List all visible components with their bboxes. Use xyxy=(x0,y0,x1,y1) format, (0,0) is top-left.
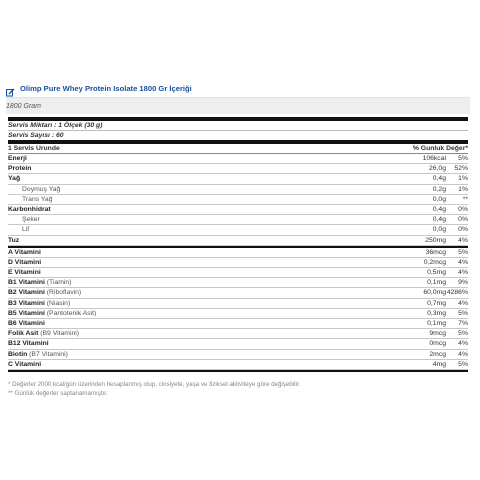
nutrient-daily-value: 5% xyxy=(458,330,468,338)
nutrient-note: (Riboflavin) xyxy=(46,289,82,297)
nutrition-row xyxy=(8,205,468,215)
nutrient-label: B1 Vitamini xyxy=(8,279,45,287)
nutrient-name xyxy=(8,268,386,277)
nutrient-name xyxy=(8,350,386,359)
nutrient-amount: 0,5mg xyxy=(427,269,446,277)
nutrient-name xyxy=(8,215,386,224)
nutrition-row xyxy=(8,329,468,339)
nutrient-label: Enerji xyxy=(8,155,27,162)
page-header xyxy=(6,81,470,95)
nutrient-name xyxy=(8,164,386,173)
nutrient-daily-value: 1% xyxy=(458,175,468,183)
nutrient-label: Folik Asit xyxy=(8,330,39,338)
nutrient-amount: 0,1mg xyxy=(427,279,446,287)
nutrient-amount: 0,2g xyxy=(432,185,446,193)
nutrient-amount: 9mcg xyxy=(429,330,446,338)
nutrient-note: (Pantotenik Asit) xyxy=(46,309,97,317)
nutrient-amount: 60,0mg xyxy=(423,289,446,297)
nutrition-row xyxy=(8,288,468,298)
nutrient-name xyxy=(8,339,386,348)
nutrition-row xyxy=(8,339,468,349)
nutrient-label: Doymuş Yağ xyxy=(22,185,61,193)
nutrition-row xyxy=(8,350,468,360)
nutrient-label: B2 Vitamini xyxy=(8,289,45,297)
nutrient-label: Lif xyxy=(22,226,30,234)
nutrient-daily-value: 5% xyxy=(458,309,468,317)
package-size: 1800 Gram xyxy=(6,103,42,110)
nutrition-row xyxy=(8,268,468,278)
nutrient-amount: 0,4g xyxy=(432,216,446,224)
nutrient-daily-value: 4% xyxy=(458,236,468,244)
nutrition-row xyxy=(8,174,468,184)
nutrient-amount: 250mg xyxy=(425,236,446,244)
nutrient-daily-value: 0% xyxy=(458,226,468,234)
nutrient-label: Biotin xyxy=(8,350,28,358)
nutrient-label: C Vitamini xyxy=(8,360,42,368)
nutrient-amount: 0,1mg xyxy=(427,320,446,327)
nutrient-name xyxy=(8,278,386,287)
nutrient-name xyxy=(8,309,386,318)
footnote-2: ** Günlük değerler saptanamamıştır. xyxy=(8,389,108,397)
nutrient-label: E Vitamini xyxy=(8,269,41,277)
nutrient-amount: 26,0g xyxy=(428,165,446,173)
nutrient-name xyxy=(8,195,386,204)
divider-end xyxy=(8,370,468,372)
nutrition-row xyxy=(8,248,468,258)
nutrient-label: Şeker xyxy=(22,216,40,224)
nutrient-daily-value: 7% xyxy=(458,320,468,327)
nutrient-amount: 0,3mg xyxy=(427,309,446,317)
nutrient-daily-value: 4% xyxy=(458,350,468,358)
nutrition-row xyxy=(8,195,468,205)
nutrient-name xyxy=(8,205,386,214)
nutrient-name xyxy=(8,225,386,234)
nutrition-table xyxy=(8,117,468,372)
nutrient-amount: 0,4g xyxy=(432,175,446,183)
nutrient-name xyxy=(8,236,386,245)
nutrient-daily-value: 0% xyxy=(458,216,468,224)
nutrition-row xyxy=(8,309,468,319)
nutrient-label: Trans Yağ xyxy=(22,195,53,203)
nutrient-daily-value: 0% xyxy=(458,205,468,213)
nutrient-amount: 0,0g xyxy=(432,226,446,234)
footnotes xyxy=(8,381,468,398)
nutrient-label: B5 Vitamini xyxy=(8,309,45,317)
nutrient-daily-value: 5% xyxy=(458,155,468,162)
nutrient-label: Tuz xyxy=(8,236,20,244)
nutrient-label: Yağ xyxy=(8,175,21,183)
nutrient-note: (Niasin) xyxy=(46,299,71,307)
nutrient-daily-value: 4% xyxy=(458,258,468,266)
nutrition-row xyxy=(8,154,468,164)
nutrient-daily-value: 1% xyxy=(458,185,468,193)
table-header xyxy=(8,144,468,154)
nutrition-row xyxy=(8,360,468,370)
nutrition-row xyxy=(8,225,468,235)
nutrient-name xyxy=(8,319,386,328)
nutrient-name xyxy=(8,299,386,308)
nutrient-amount: 2mcg xyxy=(429,350,446,358)
nutrient-label: B6 Vitamini xyxy=(8,320,45,327)
nutrition-row xyxy=(8,215,468,225)
nutrient-amount: 4mg xyxy=(432,360,446,368)
nutrient-amount: 0,2mcg xyxy=(423,258,446,266)
nutrient-label: Protein xyxy=(8,165,32,173)
nutrient-daily-value: 52% xyxy=(454,165,468,173)
nutrient-name xyxy=(8,329,386,338)
nutrient-name xyxy=(8,248,386,257)
nutrition-row xyxy=(8,319,468,329)
page-title: Olimp Pure Whey Protein Isolate 1800 Gr İçeriği xyxy=(20,83,192,93)
serving-count xyxy=(8,131,468,140)
nutrient-daily-value: 9% xyxy=(458,279,468,287)
nutrition-row xyxy=(8,258,468,268)
nutrition-row xyxy=(8,164,468,174)
nutrition-row xyxy=(8,185,468,195)
nutrient-label: A Vitamini xyxy=(8,248,41,256)
footnote-1: * Değerler 2000 kcal/gün üzerinden hesaplanmış olup, cinsiyete, yaşa ve fiziksel aktiviteye göre değişebilir. xyxy=(8,381,301,388)
nutrient-amount: 0mcg xyxy=(429,340,446,348)
nutrient-note: (Tiamin) xyxy=(46,279,72,287)
nutrient-daily-value: 5% xyxy=(458,360,468,368)
nutrient-name xyxy=(8,360,386,369)
nutrient-label: Karbonhidrat xyxy=(8,205,51,213)
nutrient-label: B12 Vitamini xyxy=(8,340,49,348)
nutrient-daily-value: 4% xyxy=(458,340,468,348)
nutrient-amount: 0,7mg xyxy=(427,299,446,307)
nutrient-label: D Vitamini xyxy=(8,258,42,266)
nutrient-amount: 36mcg xyxy=(425,248,446,256)
nutrient-label: B3 Vitamini xyxy=(8,299,45,307)
nutrient-name xyxy=(8,174,386,183)
edit-icon xyxy=(6,84,15,93)
nutrition-row xyxy=(8,299,468,309)
serving-size xyxy=(8,121,468,131)
serving-size-label: Servis Miktarı : 1 Ölçek (30 g) xyxy=(8,122,103,129)
nutrient-note: (B9 Vitamini) xyxy=(40,330,80,338)
nutrient-daily-value: 4% xyxy=(458,299,468,307)
nutrient-amount: 0,4g xyxy=(432,205,446,213)
nutrition-row xyxy=(8,278,468,288)
nutrient-name xyxy=(8,154,386,163)
nutrient-daily-value: 4% xyxy=(458,269,468,277)
header-daily-value: % Gunluk Değer* xyxy=(412,145,468,152)
nutrient-amount: 0,0g xyxy=(432,195,446,203)
nutrient-daily-value: ** xyxy=(462,195,468,203)
nutrition-row xyxy=(8,236,468,246)
nutrient-name xyxy=(8,185,386,194)
header-serving: 1 Servis Urunde xyxy=(8,145,60,152)
nutrient-name xyxy=(8,288,386,297)
nutrient-amount: 106kcal xyxy=(422,155,446,162)
nutrition-rows xyxy=(8,154,468,372)
serving-count-label: Servis Sayısı : 60 xyxy=(8,132,64,139)
nutrient-note: (B7 Vitamini) xyxy=(29,350,68,358)
nutrient-daily-value: 4286% xyxy=(446,289,468,297)
nutrient-daily-value: 5% xyxy=(458,248,468,256)
nutrient-name xyxy=(8,258,386,267)
